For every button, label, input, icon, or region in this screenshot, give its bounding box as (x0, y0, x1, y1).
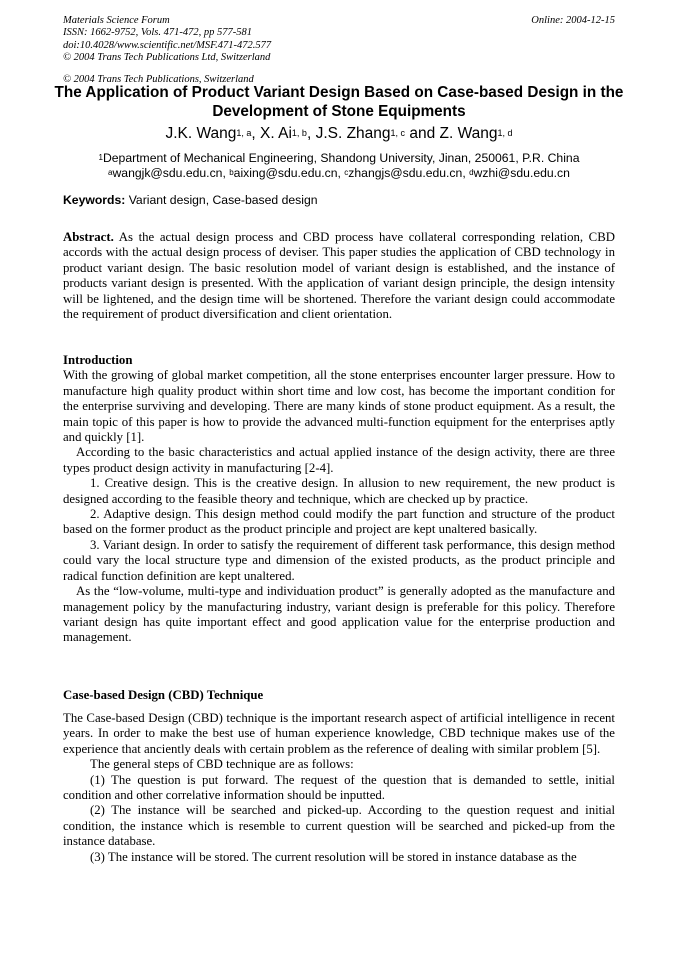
list-item: (2) The instance will be searched and picked-up. According to the question request and initial condition, the instance which is resemble to current question will be searched and picked-up from the instance database. (63, 803, 615, 849)
online-date: Online: 2004-12-15 (531, 15, 615, 26)
doi-line[interactable]: doi:10.4028/www.scientific.net/MSF.471-472.577 (63, 39, 272, 51)
keywords (63, 193, 615, 208)
list-item: 1. Creative design. This is the creative design. In allusion to new requirement, the new product is designed according to the feasible theory and technique, which are checked up by practice. (63, 476, 615, 506)
email[interactable]: $^a$wangjk@sdu.edu.cn (108, 166, 223, 180)
paragraph: As the “low-volume, multi-type and individuation product” is generally adopted as the manufacture and management policy by the manufacturing industry, variant design is preferable for this policy. Therefore variant design has quite important effect and good application value for the enterprise production and management. (63, 584, 615, 645)
copyright-line: © 2004 Trans Tech Publications Ltd, Switzerland (63, 52, 271, 64)
paragraph: According to the basic characteristics and actual applied instance of the design activity, there are three types product design activity in manufacturing [2-4]. (63, 445, 615, 475)
keywords-label: Keywords: (63, 193, 126, 207)
paragraph: The Case-based Design (CBD) technique is the important research aspect of artificial intelligence in recent years. In order to make the best use of human experience knowledge, CBD technique makes use of the experience that anciently deals with certain problem as the reference of dealing with similar problem [5]. (63, 711, 615, 756)
author-list (40, 125, 638, 143)
section-heading-cbd: Case-based Design (CBD) Technique (63, 688, 264, 702)
keywords-text: Variant design, Case-based design (128, 193, 318, 207)
issn-line: ISSN: 1662-9752, Vols. 471-472, pp 577-581 (63, 27, 252, 39)
section-heading-introduction: Introduction (63, 353, 133, 367)
list-item: (1) The question is put forward. The request of the question that is demanded to settle, initial condition and other correlative information should be inputted. (63, 772, 615, 803)
list-item: (3) The instance will be stored. The current resolution will be stored in instance database as the (90, 849, 577, 864)
list-item: 2. Adaptive design. This design method could modify the part function and structure of the product based on the former product as the product principle and project are kept unaltered basically. (63, 507, 615, 537)
email[interactable]: $^b$aixing@sdu.edu.cn (229, 166, 338, 180)
abstract-text: As the actual design process and CBD process have collateral corresponding relation, CBD accords with the actual design process of deviser. This paper studies the application of CBD technology in product variant design. The basic resolution model of variant design is established, and the instance of products variant design is presented. With the application of variant design principle, the design intensity will be lightened, and the design time will be shortened. Therefore the variant design could accommodate the requirement of product diversification and client orientation. (63, 230, 615, 322)
author: J.K. Wang$^{1, a}$, (165, 125, 261, 142)
email-list: $^a$wangjk@sdu.edu.cn, $^b$aixing@sdu.edu.cn, $^c$zhangjs@sdu.edu.cn, $^d$wzhi@sdu.edu.cn (108, 166, 570, 180)
email[interactable]: $^c$zhangjs@sdu.edu.cn (344, 166, 463, 180)
affiliation: $^1$Department of Mechanical Engineering, Shandong University, Jinan, 250061, P.R. China (98, 151, 580, 165)
author: Z. Wang$^{1, d}$ (439, 125, 513, 142)
cbd-section-body (63, 711, 615, 865)
abstract (63, 230, 615, 322)
abstract-label: Abstract. (63, 230, 114, 244)
publication-header (63, 15, 615, 86)
journal-name: Materials Science Forum (63, 15, 170, 26)
author: J.S. Zhang$^{1, c}$ and (315, 125, 440, 142)
paragraph: With the growing of global market competition, all the stone enterprises encounter larger pressure. How to manufacture high quality product within short time and low cost, has become the important condition for the enterprise surviving and developing. There are many kinds of stone product equipment. As a result, the main topic of this paper is how to provide the advanced multi-function equipment for the enterprises aptly and quickly [1]. (63, 368, 615, 445)
paragraph: The general steps of CBD technique are as follows: (90, 757, 354, 772)
author: X. Ai$^{1, b}$, (260, 125, 316, 142)
paper-title: The Application of Product Variant Design Based on Case-based Design in the Development of Stone Equipments (54, 84, 624, 120)
list-item: 3. Variant design. In order to satisfy the requirement of different task performance, this design method could vary the local structure type and dimension of the existed products, as the product principle and radical function definition are kept unaltered. (63, 537, 615, 583)
introduction-section (63, 353, 615, 646)
copyright-short: © 2004 Trans Tech Publications, Switzerland (63, 73, 254, 85)
email[interactable]: $^d$wzhi@sdu.edu.cn (469, 166, 570, 180)
cbd-section (63, 688, 615, 703)
